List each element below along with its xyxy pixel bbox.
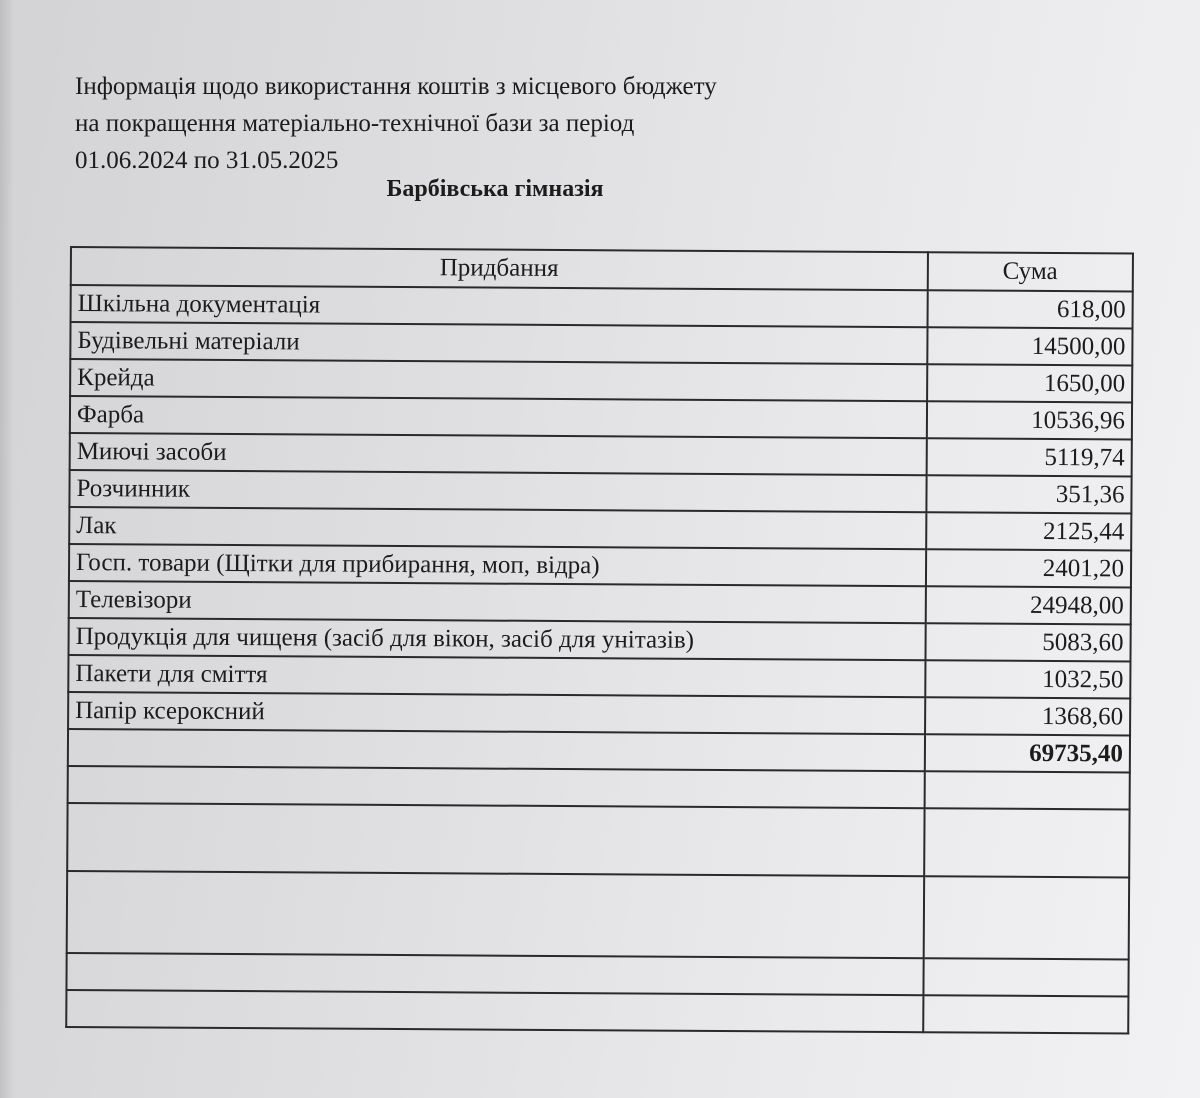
empty-cell — [924, 808, 1130, 877]
empty-row — [67, 803, 1129, 877]
table-row — [68, 655, 1130, 698]
purchases-table — [65, 246, 1134, 1034]
item-name: Продукція для чищеня (засіб для вікон, засіб для унітазів) — [69, 618, 926, 660]
school-name: Барбівська гімназія — [386, 176, 604, 202]
item-name: Розчинник — [69, 470, 926, 512]
empty-row — [67, 871, 1129, 959]
table-row — [69, 544, 1131, 587]
header-line-2: на покращення матеріально-технічної бази за період — [75, 110, 635, 137]
empty-cell — [66, 990, 923, 1032]
item-sum: 2401,20 — [926, 549, 1132, 587]
header-line-3: 01.06.2024 по 31.05.2025 — [75, 147, 339, 174]
table-header-row — [71, 247, 1133, 291]
empty-row — [68, 766, 1130, 809]
item-name: Миючі засоби — [70, 433, 927, 475]
table-row — [70, 322, 1132, 365]
empty-cell — [67, 803, 924, 876]
item-name: Лак — [69, 507, 926, 549]
table-row — [70, 433, 1132, 476]
item-name: Шкільна документація — [71, 285, 928, 327]
table-row — [69, 470, 1131, 513]
item-sum: 2125,44 — [926, 512, 1132, 550]
empty-cell — [923, 876, 1129, 959]
item-name: Госп. товари (Щітки для прибирання, моп, відра) — [69, 544, 926, 586]
item-name: Будівельні матеріали — [70, 322, 927, 364]
item-sum: 5083,60 — [925, 623, 1131, 661]
empty-cell — [68, 766, 925, 808]
item-name: Фарба — [70, 396, 927, 438]
item-sum: 10536,96 — [926, 401, 1132, 439]
item-sum: 1368,60 — [925, 697, 1131, 735]
page-shadow — [0, 0, 14, 1098]
item-sum: 5119,74 — [926, 438, 1132, 476]
empty-row — [66, 990, 1128, 1033]
total-sum: 69735,40 — [924, 734, 1130, 772]
empty-cell — [924, 771, 1130, 809]
table-row — [69, 618, 1131, 661]
item-name: Телевізори — [69, 581, 926, 623]
empty-cell — [66, 953, 923, 995]
item-name: Папір ксероксний — [68, 692, 925, 734]
total-label-cell — [68, 729, 925, 771]
item-name: Крейда — [70, 359, 927, 401]
item-name: Пакети для сміття — [68, 655, 925, 697]
table-row — [69, 507, 1131, 550]
table-row — [70, 359, 1132, 402]
table-row — [70, 396, 1132, 439]
document-header — [75, 68, 717, 179]
column-header-purchase: Придбання — [71, 247, 928, 290]
column-header-sum: Сума — [927, 252, 1133, 291]
table-row — [69, 581, 1131, 624]
item-sum: 24948,00 — [925, 586, 1131, 624]
item-sum: 1650,00 — [927, 364, 1133, 402]
empty-cell — [923, 958, 1129, 996]
empty-row — [66, 953, 1128, 996]
item-sum: 618,00 — [927, 290, 1133, 328]
item-sum: 351,36 — [926, 475, 1132, 513]
empty-cell — [923, 995, 1129, 1033]
item-sum: 14500,00 — [927, 327, 1133, 365]
total-row — [68, 729, 1130, 772]
empty-cell — [67, 871, 924, 958]
table-row — [71, 285, 1133, 328]
header-line-1: Інформація щодо використання коштів з місцевого бюджету — [75, 73, 717, 100]
table-row — [68, 692, 1130, 735]
item-sum: 1032,50 — [925, 660, 1131, 698]
